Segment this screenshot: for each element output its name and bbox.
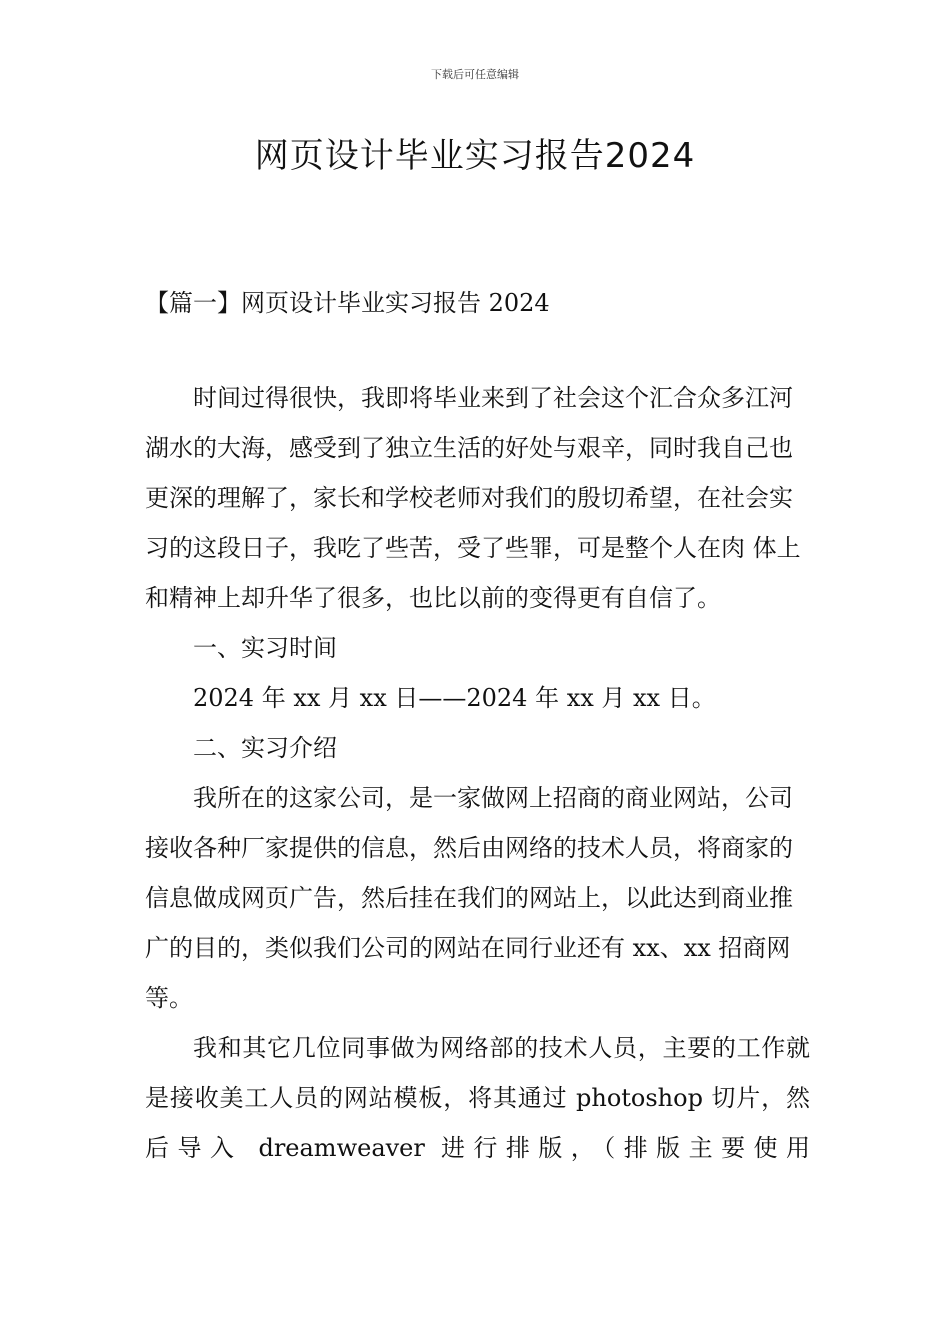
document-body [145,373,810,1173]
page-header-note: 下载后可任意编辑 [431,68,519,81]
paragraph-internship-dates: 2024 年 xx 月 xx 日——2024 年 xx 月 xx 日。 [193,684,716,712]
heading-internship-intro: 二、实习介绍 [193,734,337,762]
paragraph-work-duties: 我和其它几位同事做为网络部的技术人员，主要的工作就是接收美工人员的网站模板，将其通过 photoshop 切片，然后导入 dreamweaver 进行排版，（排版主要使用 [145,1034,810,1162]
paragraph-company-intro: 我所在的这家公司，是一家做网上招商的商业网站，公司接收各种厂家提供的信息，然后由网络的技术人员，将商家的信息做成网页广告，然后挂在我们的网站上，以此达到商业推广的目的，类似我们公司的网站在同行业还有 xx、xx 招商网等。 [145,784,793,1012]
heading-internship-time: 一、实习时间 [193,634,337,662]
document-title: 网页设计毕业实习报告2024 [254,136,696,176]
paragraph-intro: 时间过得很快，我即将毕业来到了社会这个汇合众多江河湖水的大海，感受到了独立生活的好处与艰辛，同时我自己也更深的理解了，家长和学校老师对我们的殷切希望，在社会实习的这段日子，我吃了些苦，受了些罪，可是整个人在肉 体上和精神上却升华了很多，也比以前的变得更有自信了。 [145,384,801,612]
section-heading: 【篇一】网页设计毕业实习报告 2024 [145,289,550,317]
